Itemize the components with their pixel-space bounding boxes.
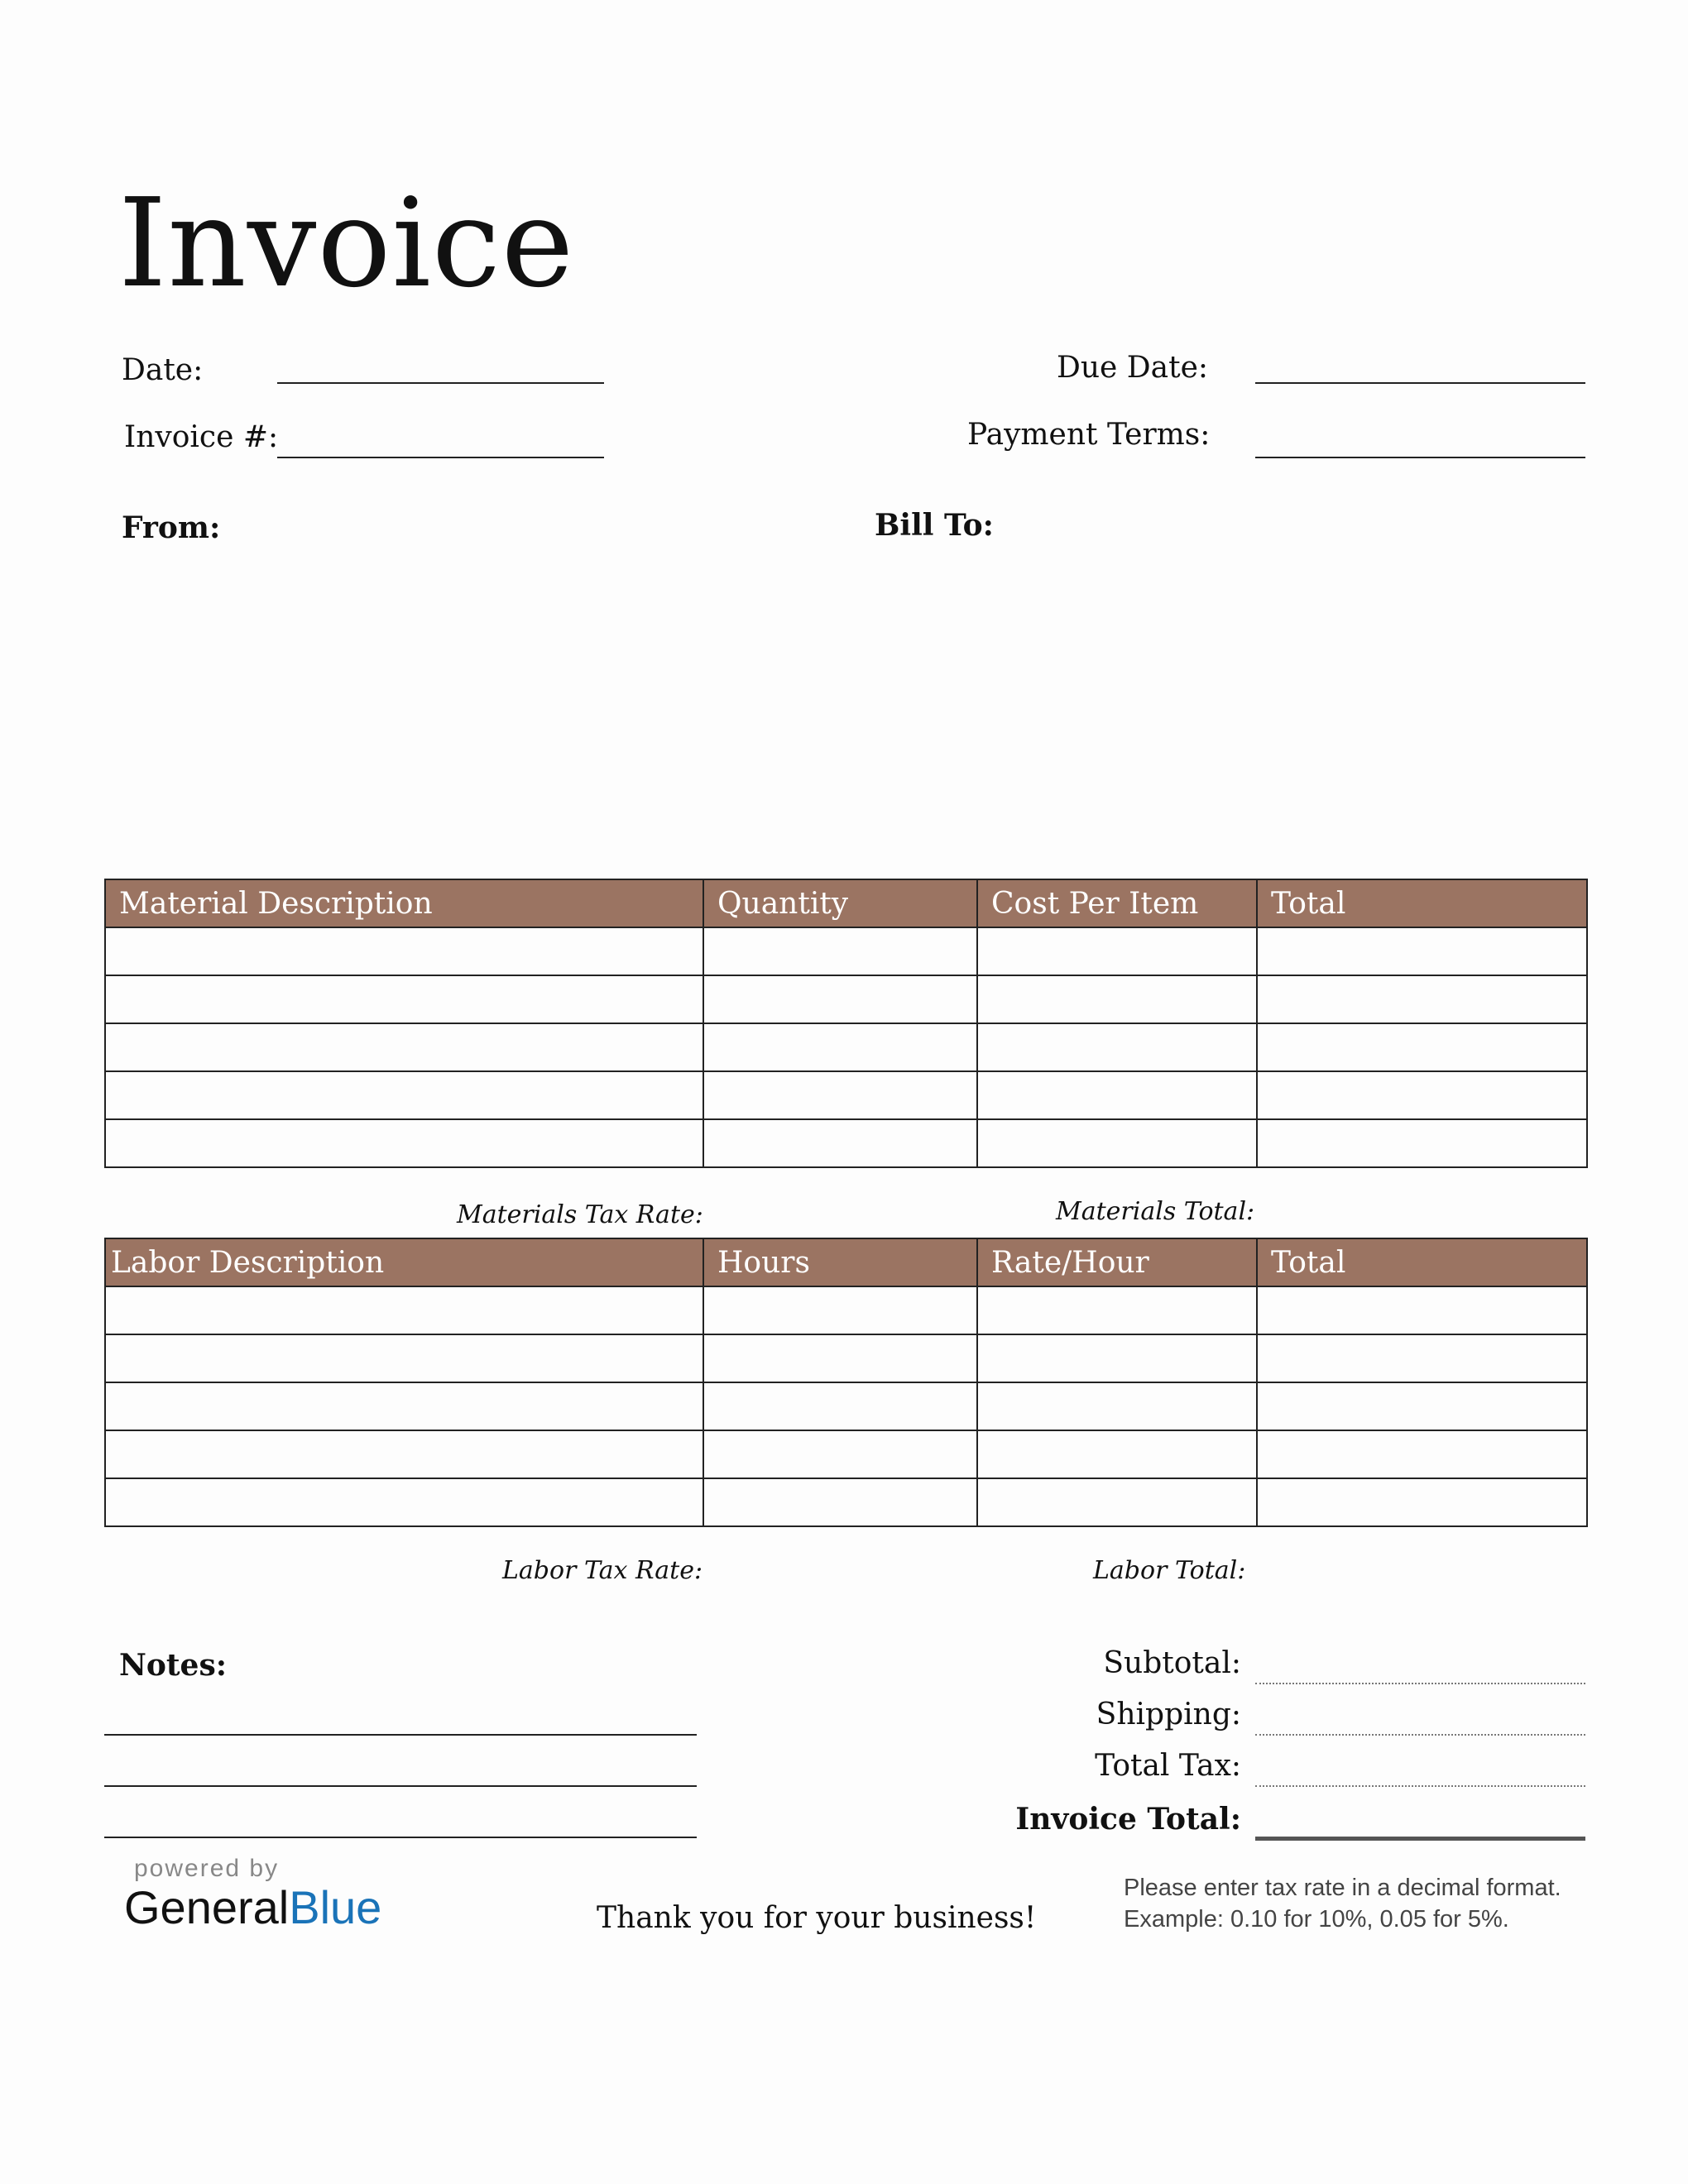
table-row	[105, 1430, 1587, 1478]
labor-col-rate-hour: Rate/Hour	[977, 1238, 1257, 1286]
table-cell[interactable]	[105, 1382, 703, 1430]
logo-text-general: General	[124, 1881, 290, 1933]
subtotal-label: Subtotal:	[1103, 1646, 1241, 1680]
table-row	[105, 975, 1587, 1023]
table-cell[interactable]	[1257, 1119, 1587, 1167]
total-tax-label: Total Tax:	[1095, 1749, 1241, 1783]
table-row	[105, 1334, 1587, 1382]
table-cell[interactable]	[703, 1478, 977, 1526]
notes-label: Notes:	[119, 1648, 228, 1683]
materials-col-cost-per-item: Cost Per Item	[977, 879, 1257, 927]
invoice-number-label: Invoice #:	[124, 420, 279, 454]
table-cell[interactable]	[703, 1430, 977, 1478]
table-cell[interactable]	[1257, 1478, 1587, 1526]
table-row	[105, 1382, 1587, 1430]
table-cell[interactable]	[1257, 1286, 1587, 1334]
table-row	[105, 1023, 1587, 1071]
due-date-label: Due Date:	[1057, 351, 1209, 385]
table-cell[interactable]	[1257, 927, 1587, 975]
notes-line[interactable]	[104, 1785, 697, 1787]
table-cell[interactable]	[703, 1286, 977, 1334]
materials-header-row	[105, 879, 1587, 927]
table-cell[interactable]	[703, 975, 977, 1023]
invoice-total-field[interactable]	[1255, 1837, 1585, 1841]
subtotal-field[interactable]	[1255, 1683, 1585, 1684]
table-cell[interactable]	[1257, 1334, 1587, 1382]
labor-tax-rate-label: Labor Tax Rate:	[502, 1556, 703, 1585]
from-address-area[interactable]	[122, 554, 850, 827]
payment-terms-field[interactable]	[1255, 457, 1585, 458]
table-cell[interactable]	[977, 1334, 1257, 1382]
table-cell[interactable]	[703, 1382, 977, 1430]
materials-col-description: Material Description	[105, 879, 703, 927]
materials-total-label: Materials Total:	[1056, 1197, 1255, 1226]
due-date-field[interactable]	[1255, 382, 1585, 384]
table-cell[interactable]	[977, 1119, 1257, 1167]
shipping-label: Shipping:	[1096, 1698, 1241, 1731]
table-cell[interactable]	[105, 1023, 703, 1071]
table-cell[interactable]	[1257, 975, 1587, 1023]
labor-header-row	[105, 1238, 1587, 1286]
table-cell[interactable]	[977, 1382, 1257, 1430]
table-cell[interactable]	[977, 975, 1257, 1023]
payment-terms-label: Payment Terms:	[967, 418, 1211, 452]
date-field[interactable]	[277, 382, 604, 384]
invoice-total-label: Invoice Total:	[1015, 1802, 1241, 1837]
notes-line[interactable]	[104, 1734, 697, 1736]
labor-col-description: Labor Description	[105, 1238, 703, 1286]
table-cell[interactable]	[105, 1430, 703, 1478]
table-cell[interactable]	[105, 1119, 703, 1167]
total-tax-field[interactable]	[1255, 1785, 1585, 1787]
materials-table	[104, 879, 1588, 1168]
table-cell[interactable]	[703, 1334, 977, 1382]
table-cell[interactable]	[105, 1071, 703, 1119]
bill-to-label: Bill To:	[875, 508, 994, 543]
tax-note-line-1: Please enter tax rate in a decimal format.	[1124, 1875, 1561, 1901]
labor-table	[104, 1238, 1588, 1527]
powered-by-text: powered by	[134, 1855, 280, 1882]
table-cell[interactable]	[105, 1286, 703, 1334]
materials-col-total: Total	[1257, 879, 1587, 927]
materials-col-quantity: Quantity	[703, 879, 977, 927]
table-cell[interactable]	[105, 1478, 703, 1526]
tax-note-line-2: Example: 0.10 for 10%, 0.05 for 5%.	[1124, 1905, 1509, 1933]
page-title: Invoice	[118, 172, 575, 314]
table-row	[105, 1478, 1587, 1526]
table-row	[105, 1286, 1587, 1334]
labor-total-label: Labor Total:	[1093, 1556, 1246, 1585]
bill-to-address-area[interactable]	[875, 554, 1586, 827]
tax-rate-note	[1124, 1873, 1561, 1935]
table-cell[interactable]	[1257, 1382, 1587, 1430]
labor-col-total: Total	[1257, 1238, 1587, 1286]
table-cell[interactable]	[703, 1023, 977, 1071]
thank-you-text: Thank you for your business!	[597, 1901, 1037, 1935]
from-label: From:	[122, 510, 221, 545]
table-cell[interactable]	[105, 927, 703, 975]
table-cell[interactable]	[1257, 1023, 1587, 1071]
notes-line[interactable]	[104, 1837, 697, 1838]
table-cell[interactable]	[703, 1071, 977, 1119]
table-cell[interactable]	[1257, 1430, 1587, 1478]
table-cell[interactable]	[977, 1478, 1257, 1526]
invoice-number-field[interactable]	[277, 457, 604, 458]
table-row	[105, 927, 1587, 975]
table-cell[interactable]	[977, 1430, 1257, 1478]
table-cell[interactable]	[703, 1119, 977, 1167]
table-cell[interactable]	[105, 1334, 703, 1382]
logo-text-blue: Blue	[289, 1881, 382, 1933]
table-cell[interactable]	[1257, 1071, 1587, 1119]
table-cell[interactable]	[105, 975, 703, 1023]
table-cell[interactable]	[977, 1286, 1257, 1334]
generalblue-logo	[124, 1881, 382, 1933]
labor-col-hours: Hours	[703, 1238, 977, 1286]
shipping-field[interactable]	[1255, 1734, 1585, 1736]
date-label: Date:	[122, 353, 204, 387]
table-row	[105, 1071, 1587, 1119]
table-cell[interactable]	[977, 1023, 1257, 1071]
table-cell[interactable]	[977, 1071, 1257, 1119]
table-cell[interactable]	[703, 927, 977, 975]
materials-tax-rate-label: Materials Tax Rate:	[457, 1200, 703, 1229]
table-cell[interactable]	[977, 927, 1257, 975]
table-row	[105, 1119, 1587, 1167]
